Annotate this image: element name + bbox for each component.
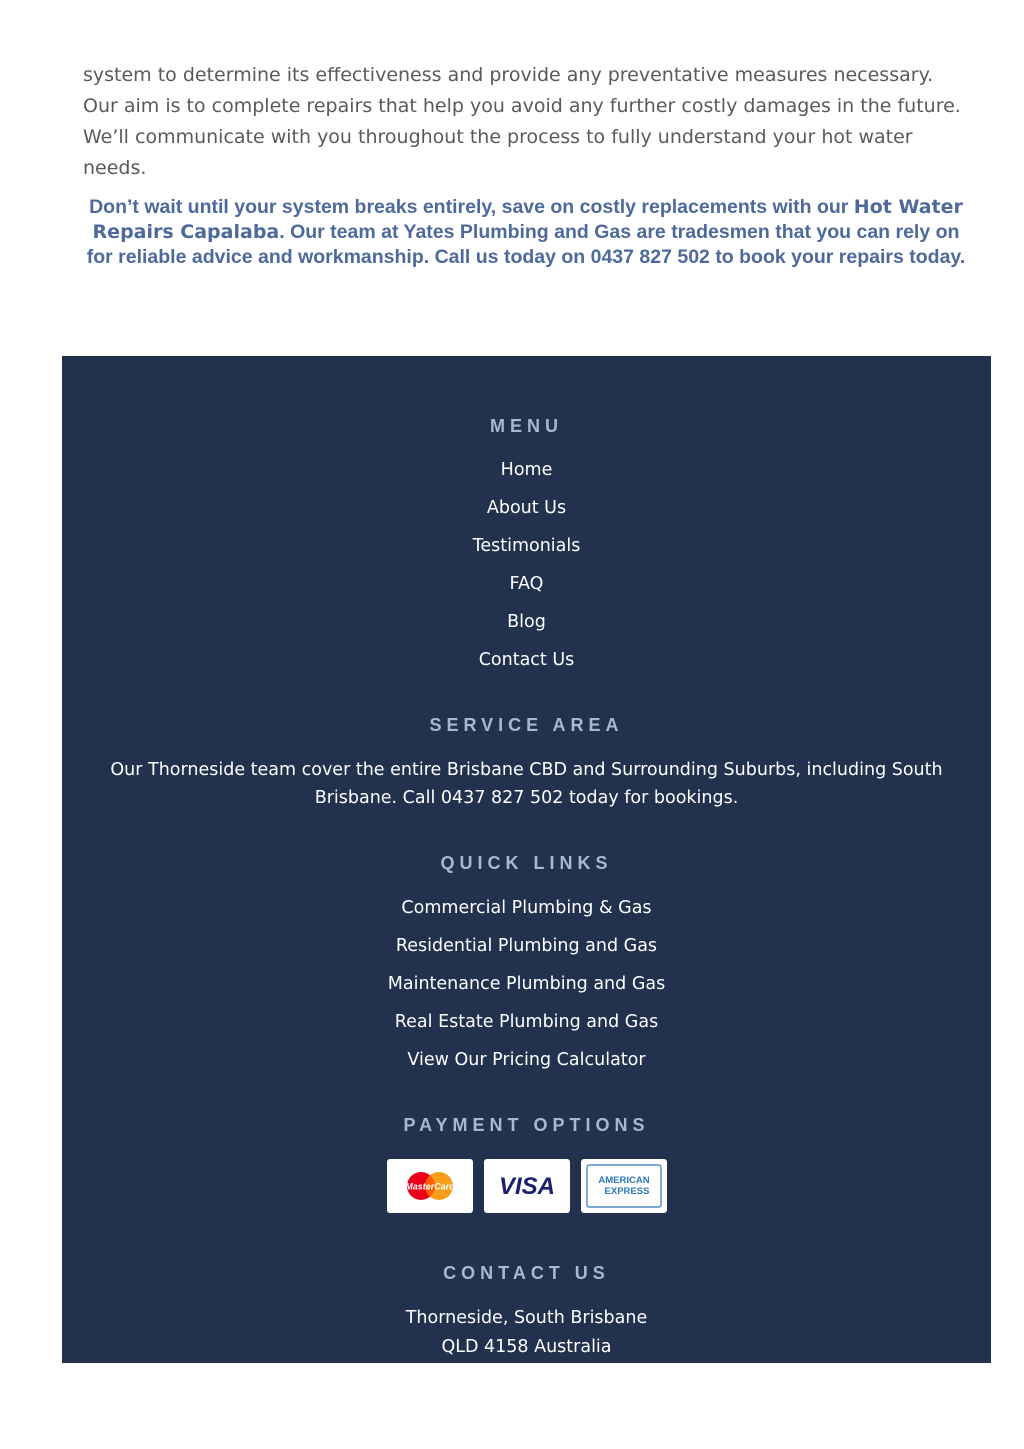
amex-label-line2: EXPRESS	[604, 1186, 650, 1197]
quick-links-heading: QUICK LINKS	[440, 853, 613, 873]
contact-us-heading: CONTACT US	[443, 1263, 610, 1283]
hot-water-repairs-link[interactable]: Hot Water Repairs Capalaba	[92, 196, 963, 243]
quick-link-pricing-calculator[interactable]: View Our Pricing Calculator	[407, 1050, 646, 1070]
intro-paragraph: system to determine its effectiveness and provide any preventative measures necessary. Our aim is to complete repairs that help you avoid any further costly damages in the future. We’ll communicate with you throughout the process to fully understand your hot water needs.	[83, 64, 961, 179]
payment-cards	[387, 1159, 667, 1213]
amex-card	[581, 1159, 667, 1213]
payment-options-heading: PAYMENT OPTIONS	[403, 1115, 650, 1135]
visa-label: VISA	[498, 1173, 556, 1200]
mastercard-label: MasterCard	[405, 1181, 455, 1192]
amex-label-line1: AMERICAN	[598, 1175, 650, 1186]
menu-link-testimonials[interactable]: Testimonials	[472, 536, 581, 556]
menu-link-faq[interactable]: FAQ	[509, 574, 544, 594]
quick-link-item	[62, 1046, 991, 1084]
address-line-1: Thorneside, South Brisbane	[405, 1308, 648, 1328]
quick-link-residential[interactable]: Residential Plumbing and Gas	[395, 936, 658, 956]
quick-link-item	[62, 1008, 991, 1046]
quick-links-list	[62, 894, 991, 1084]
menu-item-about-us	[62, 494, 991, 532]
mastercard-logo-icon	[402, 1168, 458, 1204]
american-express-logo-icon	[586, 1164, 662, 1208]
menu-item-faq	[62, 570, 991, 608]
contact-address	[62, 1304, 991, 1361]
quick-link-item	[62, 894, 991, 932]
mastercard-card	[387, 1159, 473, 1213]
menu-item-home	[62, 456, 991, 494]
menu-link-about-us[interactable]: About Us	[486, 498, 567, 518]
address-line-2: QLD 4158 Australia	[441, 1336, 612, 1357]
menu-heading: MENU	[490, 416, 563, 436]
footer-menu	[62, 456, 991, 684]
visa-logo-icon	[497, 1171, 557, 1201]
quick-link-real-estate[interactable]: Real Estate Plumbing and Gas	[394, 1012, 659, 1032]
site-footer	[62, 356, 991, 1363]
call-to-action	[84, 195, 968, 270]
menu-item-testimonials	[62, 532, 991, 570]
cta-text-before: Don’t wait until your system breaks entirely, save on costly replacements with our	[89, 196, 854, 218]
quick-link-item	[62, 932, 991, 970]
visa-card	[484, 1159, 570, 1213]
quick-link-commercial[interactable]: Commercial Plumbing & Gas	[401, 898, 652, 918]
quick-link-item	[62, 970, 991, 1008]
menu-link-contact-us[interactable]: Contact Us	[478, 650, 575, 670]
menu-item-blog	[62, 608, 991, 646]
cta-text-after: . Our team at Yates Plumbing and Gas are tradesmen that you can rely on for reliable advice and workmanship. Call us today on 0437 827 502 to book your repairs today.	[86, 221, 966, 268]
menu-item-contact-us	[62, 646, 991, 684]
quick-link-maintenance[interactable]: Maintenance Plumbing and Gas	[387, 974, 666, 994]
service-area-text: Our Thorneside team cover the entire Brisbane CBD and Surrounding Suburbs, including South Brisbane. Call 0437 827 502 today for bookings.	[110, 760, 943, 808]
service-area-heading: SERVICE AREA	[429, 715, 624, 735]
menu-link-home[interactable]: Home	[500, 460, 553, 480]
menu-link-blog[interactable]: Blog	[507, 612, 546, 632]
